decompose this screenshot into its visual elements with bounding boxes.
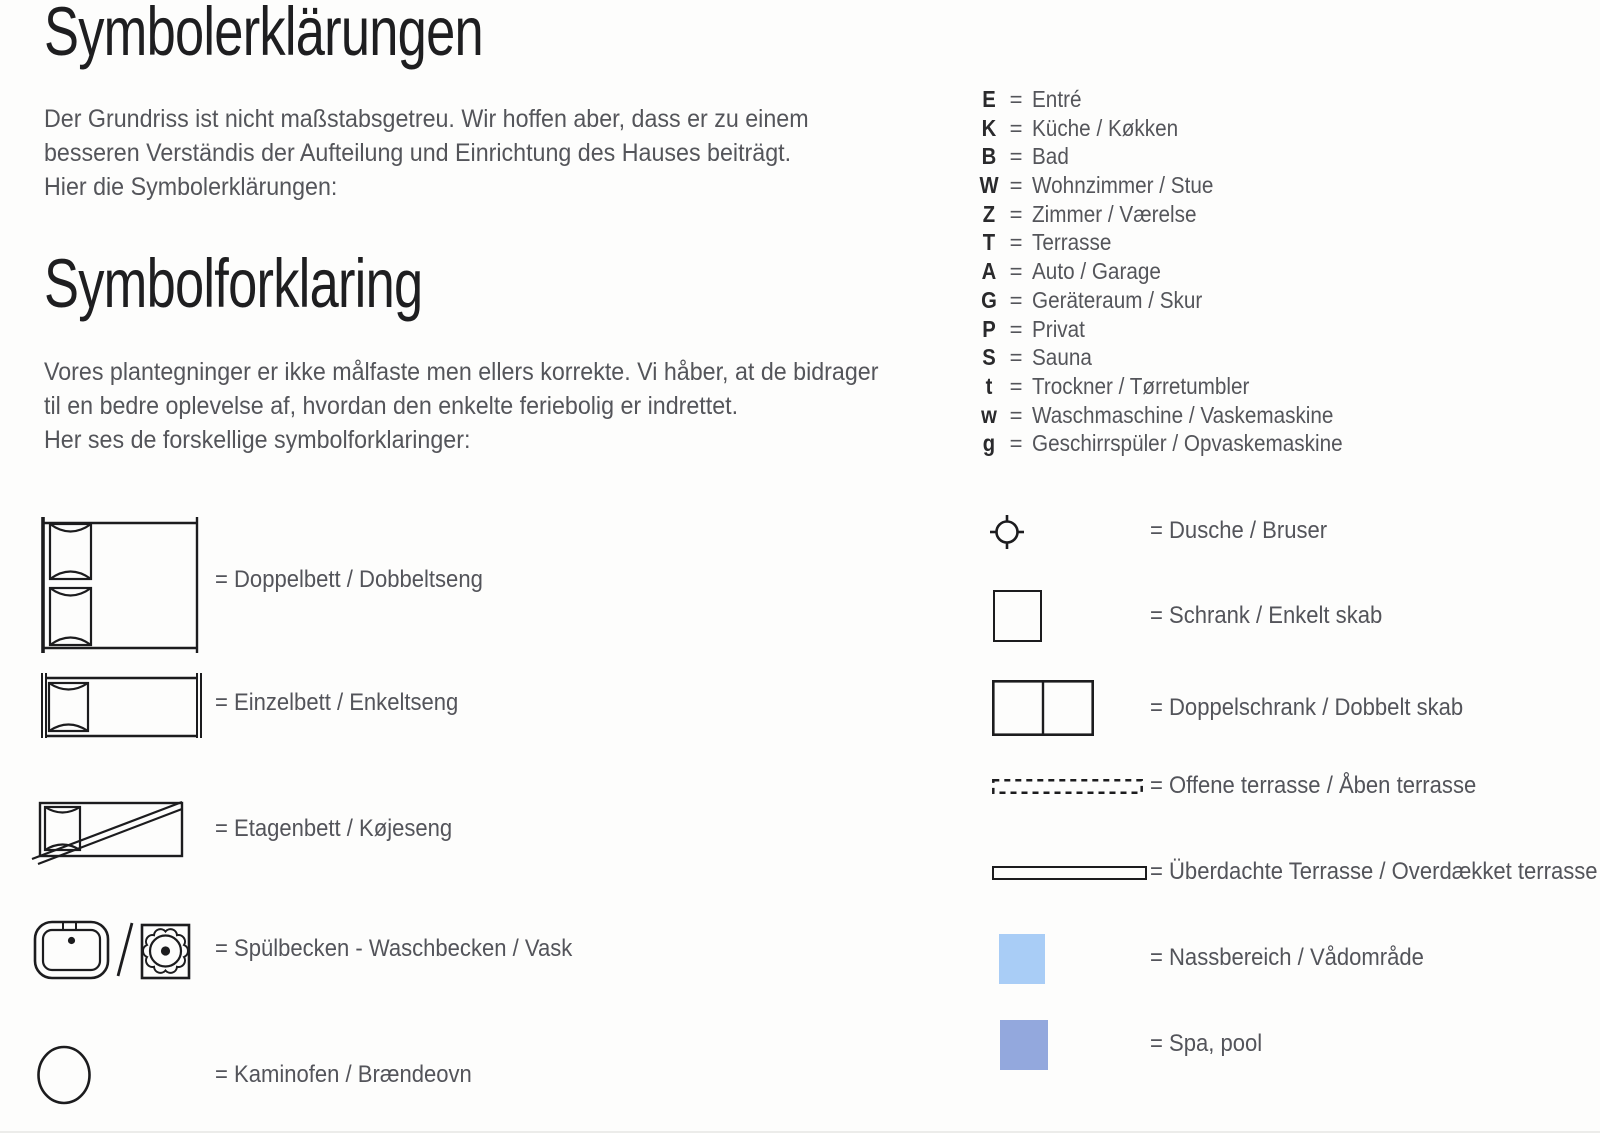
legend-letter: W (979, 172, 999, 199)
equals-sign: = (1009, 287, 1023, 313)
letter-legend-row (974, 286, 1377, 315)
legend-value: Wohnzimmer / Stue (1032, 172, 1214, 199)
german-intro (44, 102, 866, 204)
bunk-bed-icon (33, 796, 185, 866)
double-cabinet-icon (992, 680, 1094, 736)
letter-legend-row (974, 85, 1377, 114)
german-intro-line: besseren Verständis der Aufteilung und Einrichtung des Hauses beiträgt. (44, 139, 792, 167)
legend-value: Trockner / Tørretumbler (1032, 372, 1250, 399)
legend-value: Entré (1032, 86, 1082, 112)
letter-legend-row (974, 401, 1377, 430)
wet-area-label: = Nassbereich / Vådområde (1150, 944, 1424, 971)
wood-stove-label: = Kaminofen / Brændeovn (215, 1061, 472, 1088)
sink-washbasin-icon (33, 919, 191, 981)
equals-sign: = (1009, 259, 1023, 285)
equals-sign: = (1009, 144, 1023, 170)
legend-value: Auto / Garage (1032, 258, 1161, 285)
open-terrace-icon (992, 779, 1143, 794)
legend-letter: w (981, 401, 997, 428)
legend-value: Privat (1032, 315, 1085, 342)
double-cabinet-label: = Doppelschrank / Dobbelt skab (1150, 694, 1464, 721)
covered-terrace-icon (992, 866, 1147, 880)
equals-sign: = (1009, 345, 1023, 371)
legend-value: Sauna (1032, 344, 1092, 371)
equals-sign: = (1009, 431, 1023, 457)
letter-legend-row (974, 171, 1377, 200)
legend-letter: G (981, 286, 997, 313)
letter-legend (974, 85, 1377, 458)
legend-letter: A (981, 258, 997, 285)
double-bed-icon (37, 514, 203, 656)
equals-sign: = (1009, 230, 1023, 256)
letter-legend-row (974, 114, 1377, 143)
spa-pool-swatch (1000, 1020, 1048, 1070)
sink-washbasin-label: = Spülbecken - Waschbecken / Vask (215, 935, 573, 962)
equals-sign: = (1009, 373, 1023, 399)
german-intro-line: Der Grundriss ist nicht maßstabsgetreu. Wir hoffen aber, dass er zu einem (44, 105, 809, 133)
legend-value: Terrasse (1032, 229, 1112, 256)
spa-pool-label: = Spa, pool (1150, 1030, 1263, 1057)
legend-letter: T (982, 229, 996, 256)
letter-legend-row (974, 429, 1377, 458)
danish-title: Symbolforklaring (44, 245, 423, 322)
single-cabinet-label: = Schrank / Enkelt skab (1150, 602, 1383, 629)
legend-letter: g (982, 430, 996, 457)
letter-legend-row (974, 200, 1377, 229)
equals-sign: = (1009, 115, 1023, 141)
danish-intro-line: til en bedre oplevelse af, hvordan den enkelte feriebolig er indrettet. (44, 392, 739, 420)
letter-legend-row (974, 257, 1377, 286)
legend-letter: E (982, 86, 996, 112)
danish-intro-line: Her ses de forskellige symbolforklaringer: (44, 426, 471, 454)
equals-sign: = (1009, 201, 1023, 227)
legend-letter: Z (982, 200, 996, 227)
german-intro-line: Hier die Symbolerklärungen: (44, 173, 338, 201)
german-title: Symbolerklärungen (44, 0, 483, 70)
covered-terrace-label: = Überdachte Terrasse / Overdækket terrasse (1150, 858, 1598, 885)
wood-stove-icon (36, 1046, 92, 1104)
single-bed-icon (37, 669, 205, 741)
single-cabinet-icon (993, 590, 1042, 642)
equals-sign: = (1009, 316, 1023, 342)
legend-letter: t (985, 372, 993, 399)
equals-sign: = (1009, 87, 1023, 112)
legend-letter: B (981, 143, 997, 170)
legend-letter: S (982, 344, 996, 371)
legend-value: Zimmer / Værelse (1032, 200, 1197, 227)
legend-value: Waschmaschine / Vaskemaskine (1032, 401, 1334, 428)
shower-label: = Dusche / Bruser (1150, 517, 1328, 544)
single-bed-label: = Einzelbett / Enkeltseng (215, 689, 459, 716)
danish-intro-line: Vores plantegninger er ikke målfaste men ellers korrekte. Vi håber, at de bidrager (44, 358, 879, 386)
shower-icon (987, 512, 1027, 552)
equals-sign: = (1009, 173, 1023, 199)
bunk-bed-label: = Etagenbett / Køjeseng (215, 815, 453, 842)
open-terrace-label: = Offene terrasse / Åben terrasse (1150, 772, 1477, 799)
legend-value: Geschirrspüler / Opvaskemaskine (1032, 430, 1343, 457)
legend-letter: K (981, 114, 997, 141)
legend-letter: P (982, 315, 996, 342)
legend-value: Bad (1032, 143, 1069, 170)
danish-intro (44, 355, 941, 457)
letter-legend-row (974, 372, 1377, 401)
letter-legend-row (974, 228, 1377, 257)
equals-sign: = (1009, 402, 1023, 428)
letter-legend-row (974, 343, 1377, 372)
double-bed-label: = Doppelbett / Dobbeltseng (215, 566, 483, 593)
letter-legend-row (974, 315, 1377, 344)
legend-value: Küche / Køkken (1032, 114, 1179, 141)
letter-legend-row (974, 142, 1377, 171)
legend-value: Geräteraum / Skur (1032, 286, 1203, 313)
wet-area-swatch (999, 934, 1045, 984)
